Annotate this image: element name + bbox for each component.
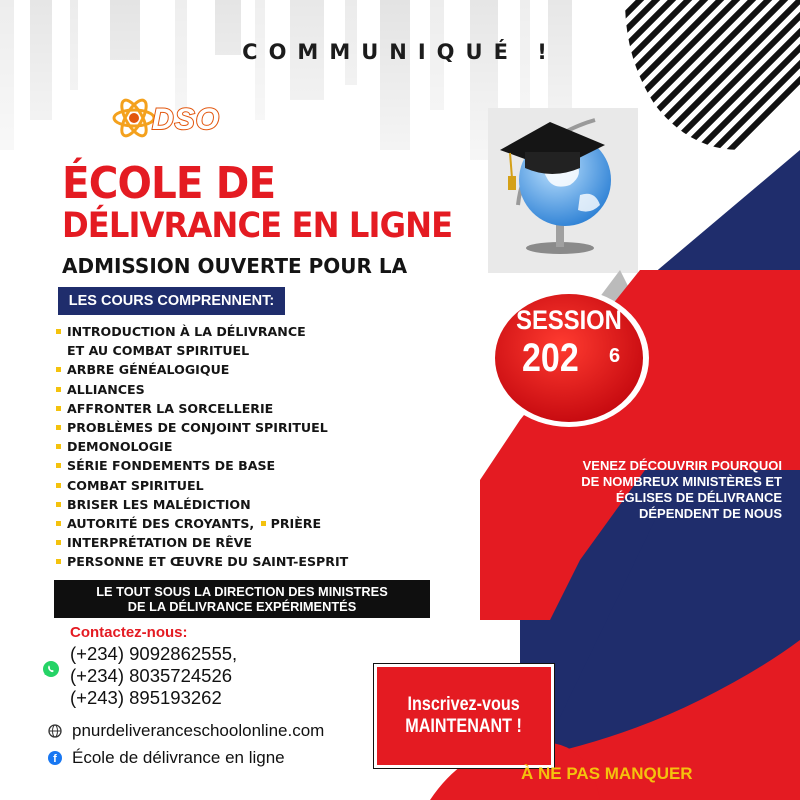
logo-text: DSO xyxy=(152,103,221,136)
phone-number[interactable]: (+234) 9092862555, xyxy=(70,643,238,664)
list-item xyxy=(56,514,348,533)
direction-line1: LE TOUT SOUS LA DIRECTION DES MINISTRES xyxy=(96,584,388,599)
communique-heading: COMMUNIQUÉ ! xyxy=(242,40,558,64)
register-now-button[interactable] xyxy=(374,664,554,768)
facebook-link[interactable]: École de délivrance en ligne xyxy=(72,748,285,767)
list-item-text: AUTORITÉ DES CROYANTS, xyxy=(67,516,255,532)
courses-heading: LES COURS COMPRENNENT: xyxy=(58,287,285,315)
bullet xyxy=(261,521,266,526)
register-label-line2: MAINTENANT ! xyxy=(405,716,523,737)
facebook-icon: f xyxy=(48,751,62,765)
web-icon xyxy=(48,724,62,738)
dont-miss-tagline: À NE PAS MANQUER xyxy=(521,764,693,783)
school-title-line1: ÉCOLE DE xyxy=(62,158,276,209)
promo-line: VENEZ DÉCOUVRIR POURQUOI xyxy=(582,458,782,473)
register-label-line1: Inscrivez-vous xyxy=(407,694,521,715)
whatsapp-icon xyxy=(42,660,60,678)
phone-list xyxy=(70,643,237,709)
facebook-row xyxy=(48,748,285,768)
list-item: INTERPRÉTATION DE RÊVE xyxy=(56,533,348,552)
session-year: 202 xyxy=(522,336,579,380)
phone-number[interactable]: (+234) 8035724526 xyxy=(70,665,233,686)
list-item: AFFRONTER LA SORCELLERIE xyxy=(56,399,348,418)
list-item: PERSONNE ET ŒUVRE DU SAINT-ESPRIT xyxy=(56,552,348,571)
list-item: COMBAT SPIRITUEL xyxy=(56,476,348,495)
list-item-text: PRIÈRE xyxy=(270,516,322,532)
promo-text xyxy=(520,458,782,522)
promo-line: DE NOMBREUX MINISTÈRES ET xyxy=(581,474,782,489)
list-item: ALLIANCES xyxy=(56,380,348,399)
school-title-line2: DÉLIVRANCE EN LIGNE xyxy=(62,206,453,246)
courses-list xyxy=(56,322,348,572)
list-item: BRISER LES MALÉDICTION xyxy=(56,495,348,514)
list-item: ET AU COMBAT SPIRITUEL xyxy=(67,343,250,359)
list-item: PROBLÈMES DE CONJOINT SPIRITUEL xyxy=(56,418,348,437)
promo-line: ÉGLISES DE DÉLIVRANCE xyxy=(615,490,782,505)
direction-banner xyxy=(54,580,430,618)
website-row xyxy=(48,721,324,741)
list-item: DEMONOLOGIE xyxy=(56,437,348,456)
contact-label: Contactez-nous: xyxy=(70,624,188,641)
session-year-digit: 6 xyxy=(609,345,621,367)
list-item: INTRODUCTION À LA DÉLIVRANCE xyxy=(56,322,348,341)
promo-line: DÉPENDENT DE NOUS xyxy=(638,506,782,521)
admission-text: ADMISSION OUVERTE POUR LA xyxy=(62,254,408,278)
list-item: SÉRIE FONDEMENTS DE BASE xyxy=(56,456,348,475)
website-link[interactable]: pnurdeliveranceschoolonline.com xyxy=(72,721,325,740)
direction-line2: DE LA DÉLIVRANCE EXPÉRIMENTÉS xyxy=(127,599,357,614)
list-item: ARBRE GÉNÉALOGIQUE xyxy=(56,360,348,379)
phone-number[interactable]: (+243) 895193262 xyxy=(70,687,222,708)
session-label: SESSION xyxy=(516,305,622,335)
